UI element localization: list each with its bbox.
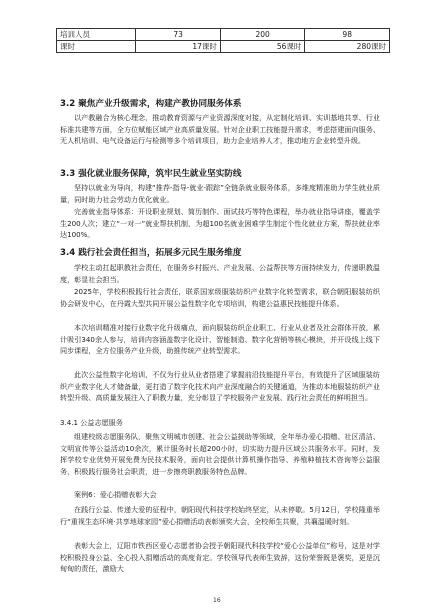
paragraph: 学校主动扛起职教社会责任，在服务乡村振兴、产业发展、公益帮扶等方面持续发力，传递职教温度，彰显社会担当。 [60, 263, 380, 284]
sub-heading: 3.4.1 公益志愿服务 [60, 418, 123, 427]
paragraph: 组建校级志愿服务队，聚焦文明城市创建、社会公益援助等领域，全年举办爱心捐赠、社区清洁、文明宣传等公益活动10余次，累计服务时长超200小时，切实助力提升区域公共服务水平。同时，发挥学校专业优势开展免费为民技术服务，面向社会提供计算机操作指导、养殖种植技术咨询等公益服务，积极践行服务社会职责，进一步擦亮职教服务特色品牌。 [60, 432, 380, 476]
table-cell: 培训人员 [57, 29, 136, 41]
table-cell: 17课时 [136, 41, 220, 53]
paragraph: 坚持以就业为导向，构建“推荐-指导-就业-跟踪”全链条就业服务体系，多维度精准助力学生就业质量，同时助力社会劳动力优化就业。 [60, 183, 380, 204]
table-row [57, 29, 390, 41]
section-heading: 3.3 强化就业服务保障，筑牢民生就业坚实防线 [60, 169, 242, 179]
paragraph: 以产教融合为核心理念，推动教育资源与产业资源深度对接，从定制化培训、实训基地共享、行业标准共建等方面，全方位赋能区域产业高质量发展。针对企业职工技能提升需求，考虑搭建面向服务、无人机培训、电气设备运行与检测等多个培训项目，助力企业培养人才，推动地方企业转型升级。 [60, 113, 380, 146]
paragraph: 完善就业指导体系：开设职业规划、简历制作、面试技巧等特色课程，举办就业指导讲座，覆盖学生200人次；建立“一对一”就业帮扶机制，为超100名就业困难学生制定个性化就业方案，帮扶就业率达100%。 [60, 207, 380, 240]
page-number: 16 [213, 597, 221, 604]
section-heading: 3.4 践行社会责任担当，拓展多元民生服务维度 [60, 248, 242, 258]
paragraph: 表彰大会上，辽阳市铁西区爱心志愿者协会授予朝阳现代科技学校“爱心公益单位”称号，这是对学校积极投身公益、全心投入捐赠活动的高度肯定。学校领导代表师生致辞，这份荣誉既是褒奖，更是沉甸甸的责任，激励大 [60, 541, 380, 574]
table-row [57, 41, 390, 53]
table-cell: 课时 [57, 41, 136, 53]
section-heading: 3.2 聚焦产业升级需求，构建产教协同服务体系 [60, 99, 242, 109]
paragraph: 2025年，学校积极践行社会责任，联系国家级服装纺织产业数字化转型需求，联合朝阳服装纺织协会研发中心，在丹霞大型共同开展公益性数字化专项培训，构建公益惠民技能提升体系。 [60, 287, 380, 308]
table-cell: 200 [220, 29, 305, 41]
table-cell: 56课时 [220, 41, 305, 53]
table-cell: 73 [136, 29, 220, 41]
paragraph: 此次公益性数字化培训，不仅为行业从业者搭建了掌握前沿技能提升平台，有效提升了区域服装纺织产业数字化人才储备量，更打造了数字化技术向产业深度融合的关键通道，为推动本地服装纺织产业转型升级、高质量发展注入了职教力量，充分彰显了学校服务产业发展、践行社会责任的鲜明担当。 [60, 370, 380, 403]
training-table [56, 28, 390, 53]
paragraph: 在践行公益、传递大爱的征程中，朝阳现代科技学校始终坚定，从未停歇。5月12日，学校隆重举行“重视生态环境·共享地球家园”爱心捐赠活动表彰颁奖大会，全校师生共聚，共襄温暖时刻。 [60, 505, 380, 526]
case-title: 案例6：爱心捐赠表彰大会 [74, 490, 157, 499]
paragraph: 本次培训精准对接行业数字化升级痛点，面向服装纺织企业职工、行业从业者及社会群体开放，累计吸引340余人参与，培训内容涵盖数字化设计、智能制造、数字化营销等核心模块，并开设线上线下同步课程，全方位服务产业升级，助推传统产业转型需求。 [60, 323, 380, 356]
table-cell: 98 [305, 29, 390, 41]
table-cell: 280课时 [305, 41, 390, 53]
